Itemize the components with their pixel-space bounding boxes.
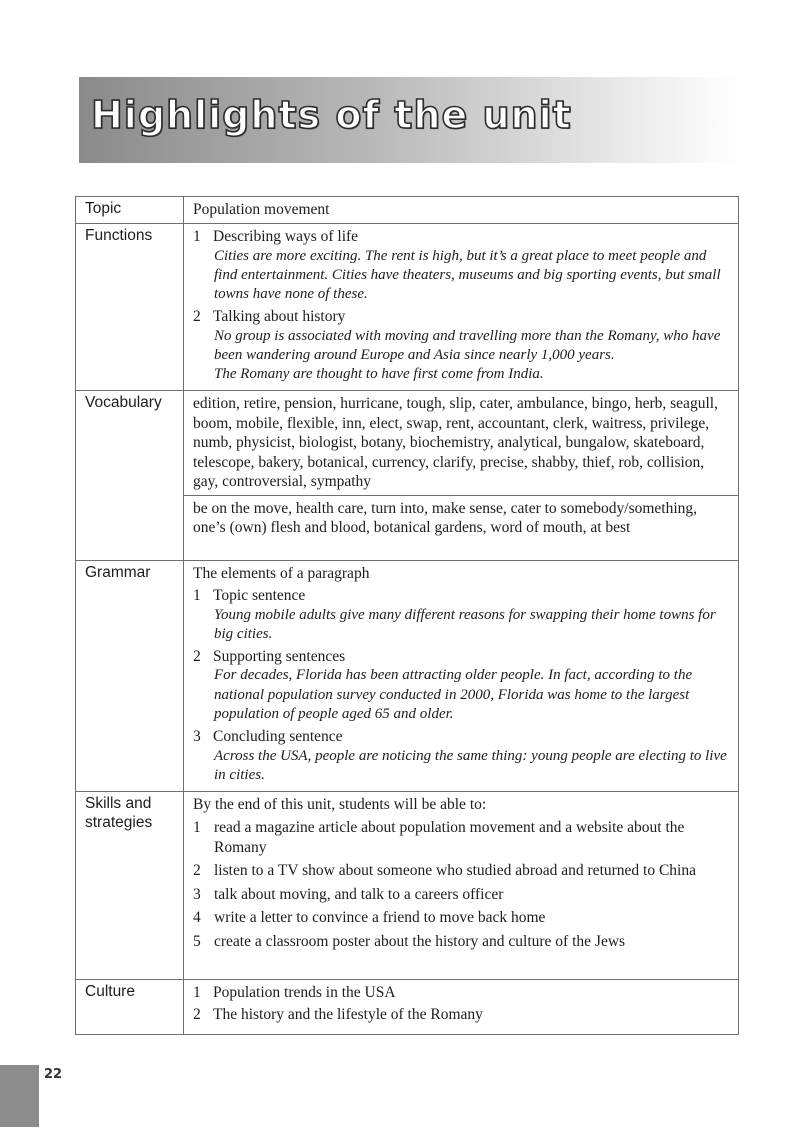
function-example: The Romany are thought to have first come from India. (214, 366, 544, 383)
row-culture (76, 979, 739, 1034)
grammar-example: For decades, Florida has been attracting older people. In fact, according to the national population survey conducted in 2000, Florida was home to the largest population of people aged 65 and older. (214, 667, 693, 722)
page-number: 22 (44, 1067, 63, 1082)
vocabulary-words: edition, retire, pension, hurricane, tough, slip, cater, ambulance, bingo, herb, seagull, boom, mobile, flexible, inn, elect, swap, rent, accountant, clerk, waitress, privilege, numb, physicist, biologist, botany, biochemistry, analytical, bungalow, skateboard, telescope, bakery, botanical, currency, clarify, precise, shabby, thief, rob, collision, gay, controversial, sympathy (184, 391, 739, 496)
grammar-item: 3 Concluding sentence (193, 728, 343, 746)
skill-item: 4 write a letter to convince a friend to move back home (193, 909, 546, 926)
label-functions: Functions (76, 224, 184, 391)
function-example: Cities are more exciting. The rent is high, but it’s a great place to meet people and find entertainment. Cities have theaters, museums and big sporting events, but small towns have none of these. (214, 247, 721, 302)
highlights-table (75, 196, 739, 1035)
topic-text: Population movement (184, 197, 739, 224)
grammar-item: 1 Topic sentence (193, 587, 306, 604)
row-grammar (76, 560, 739, 791)
grammar-item-title: Supporting sentences (213, 647, 346, 665)
grammar-intro: The elements of a paragraph (193, 564, 370, 582)
culture-item: 1 Population trends in the USA (193, 983, 396, 1001)
label-skills: Skills and strategies (76, 791, 184, 979)
row-topic (76, 197, 739, 224)
vocabulary-phrases: be on the move, health care, turn into, make sense, cater to somebody/something, one’s (own) flesh and blood, botanical gardens, word of mouth, at best (184, 495, 739, 560)
functions-content (184, 224, 739, 391)
function-title: Talking about history (213, 308, 346, 326)
grammar-content (184, 560, 739, 791)
skill-item: 3 talk about moving, and talk to a careers officer (193, 885, 504, 903)
label-culture: Culture (76, 979, 184, 1034)
culture-item: 2 The history and the lifestyle of the Romany (193, 1006, 483, 1023)
function-item: 2 Talking about history (193, 308, 346, 326)
label-grammar: Grammar (76, 560, 184, 791)
skill-item: 5 create a classroom poster about the history and culture of the Jews (193, 932, 626, 950)
label-vocabulary: Vocabulary (76, 391, 184, 561)
row-functions (76, 224, 739, 391)
grammar-item-title: Concluding sentence (213, 728, 343, 746)
function-example: No group is associated with moving and travelling more than the Romany, who have been wandering around Europe and Asia since nearly 1,000 years. (214, 327, 721, 363)
page-tab (0, 1065, 39, 1127)
grammar-example: Across the USA, people are noticing the same thing: young people are electing to live in cities. (214, 747, 727, 783)
skill-item: 1 read a magazine article about population movement and a website about the Romany (193, 819, 685, 856)
row-skills (76, 791, 739, 979)
culture-content (184, 979, 739, 1034)
function-title: Describing ways of life (213, 228, 359, 245)
label-topic: Topic (76, 197, 184, 224)
unit-header-banner (79, 77, 739, 163)
function-item: 1 Describing ways of life (193, 228, 359, 245)
row-vocabulary-words (76, 391, 739, 496)
page-title: Highlights of the unit (91, 93, 572, 137)
grammar-item: 2 Supporting sentences (193, 647, 346, 665)
skill-item: 2 listen to a TV show about someone who studied abroad and returned to China (193, 862, 696, 879)
grammar-item-title: Topic sentence (213, 587, 306, 604)
skills-intro: By the end of this unit, students will be able to: (193, 795, 487, 813)
skills-content (184, 791, 739, 979)
grammar-example: Young mobile adults give many different reasons for swapping their home towns for big cities. (214, 606, 716, 642)
